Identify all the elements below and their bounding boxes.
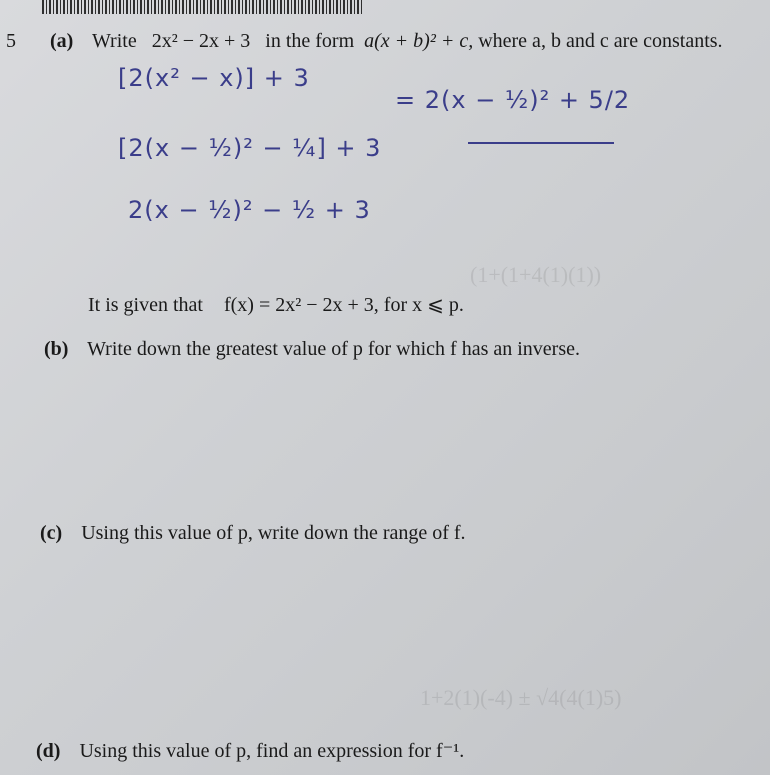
part-a-expression: 2x² − 2x + 3	[151, 30, 251, 52]
given-intro: It is given that	[88, 294, 203, 316]
part-a-text-before: Write	[91, 30, 137, 52]
part-d-question	[36, 738, 464, 763]
handwritten-answer: = 2(x − ½)² + 5/2	[395, 86, 631, 114]
part-c-question	[40, 522, 466, 545]
part-a-form: a(x + b)² + c,	[364, 30, 474, 52]
show-through-text: (1+(1+4(1)(1))	[470, 262, 602, 287]
part-b-label: (b)	[44, 338, 69, 360]
question-number: 5	[6, 30, 16, 52]
part-a-text-after: where a, b and c are constants.	[478, 30, 723, 52]
given-function: f(x) = 2x² − 2x + 3, for x ⩽ p.	[223, 294, 464, 316]
part-b-question	[44, 338, 580, 361]
show-through-text: 1+2(1)(-4) ± √4(4(1)5)	[420, 685, 622, 710]
part-a-label: (a)	[50, 30, 74, 52]
part-c-text: Using this value of p, write down the range of f.	[81, 522, 466, 544]
handwritten-line-1: [2(x² − x)] + 3	[118, 64, 310, 92]
given-statement	[88, 292, 464, 317]
handwritten-line-2: [2(x − ½)² − ¼] + 3	[118, 134, 382, 162]
handwritten-line-3: 2(x − ½)² − ½ + 3	[128, 196, 371, 224]
answer-underline	[468, 142, 614, 144]
part-d-text: Using this value of p, find an expression for f⁻¹.	[79, 740, 465, 762]
part-b-text: Write down the greatest value of p for which f has an inverse.	[87, 338, 581, 360]
part-c-label: (c)	[40, 522, 63, 544]
part-a-question	[50, 30, 723, 53]
part-d-label: (d)	[36, 740, 61, 762]
barcode-strip	[42, 0, 362, 14]
part-a-text-middle: in the form	[265, 30, 355, 52]
